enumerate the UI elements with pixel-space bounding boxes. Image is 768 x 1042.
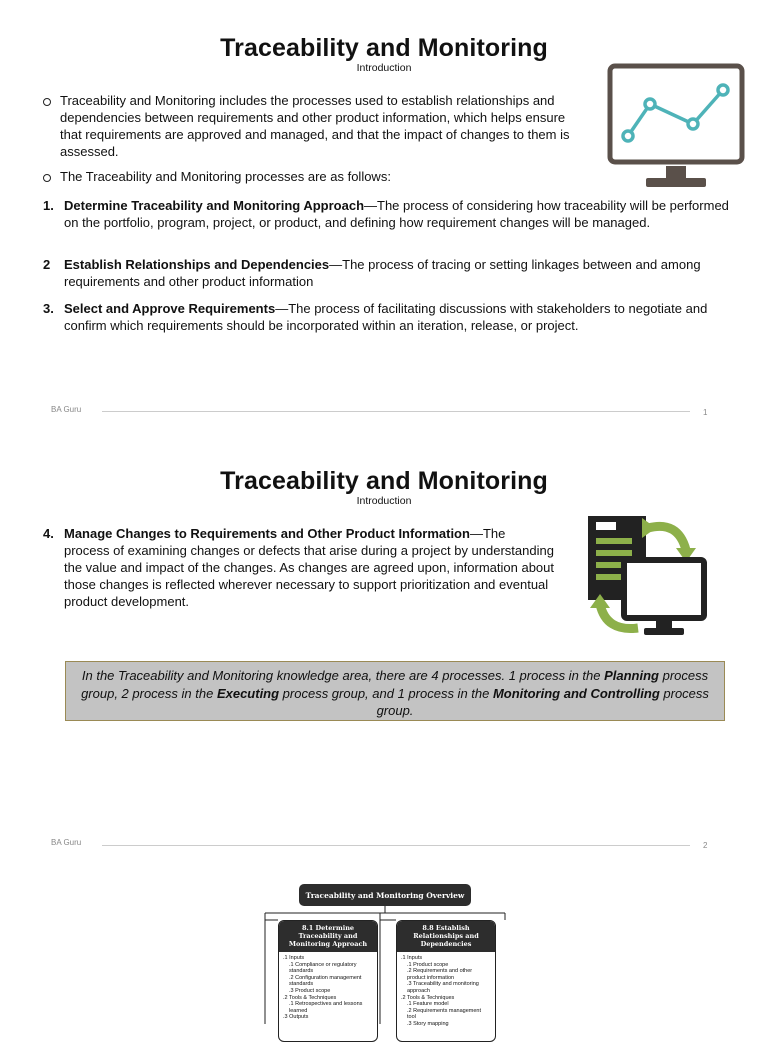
bullet-marker bbox=[43, 98, 51, 106]
process-box-line: .2 Configuration management standards bbox=[289, 974, 362, 988]
item-number: 1. bbox=[43, 198, 54, 213]
callout-text: process group, and 1 process in the bbox=[279, 685, 493, 701]
slide-1 bbox=[0, 0, 768, 430]
process-box-line: .2 Requirements and other product information bbox=[407, 968, 473, 981]
process-box-line: .3 Product scope bbox=[289, 987, 331, 994]
process-item bbox=[64, 525, 554, 610]
page-number: 2 bbox=[703, 841, 708, 850]
process-box-heading: 8.8 Establish Relationships and Dependencies bbox=[397, 921, 495, 952]
item-number: 3. bbox=[43, 301, 54, 316]
page-number: 1 bbox=[703, 408, 708, 417]
process-item bbox=[64, 300, 734, 334]
bullet-text: Traceability and Monitoring includes the processes used to establish relationships and dependencies between requirements and other product information, which helps ensure that requirements are approved and managed, and that the impact of changes to them is assessed. bbox=[60, 93, 570, 159]
footer-divider bbox=[102, 411, 690, 412]
process-box-heading: 8.1 Determine Traceability and Monitoring Approach bbox=[279, 921, 377, 952]
process-box-line: .1 Feature model bbox=[407, 1001, 449, 1008]
process-box-line: .1 Product scope bbox=[407, 961, 449, 968]
bullet-marker bbox=[43, 174, 51, 182]
process-description: —The process of examining changes or defects that arise during a project by understanding the value and impact of the changes. As changes are agreed upon, information about those changes is reflected wherever necessary to support prioritization and eventual product development. bbox=[64, 526, 555, 609]
process-name: Determine Traceability and Monitoring Approach bbox=[64, 198, 365, 213]
slide-title: Traceability and Monitoring bbox=[220, 467, 548, 495]
diagram-title: Traceability and Monitoring Overview bbox=[299, 884, 471, 906]
process-name: Establish Relationships and Dependencies bbox=[64, 257, 330, 272]
process-name: Select and Approve Requirements bbox=[64, 301, 276, 316]
process-box-line: .3 Story mapping bbox=[407, 1020, 449, 1027]
process-item bbox=[64, 256, 734, 290]
process-box-line: .1 Compliance or regulatory standards bbox=[289, 961, 357, 975]
process-box-content bbox=[397, 952, 495, 1031]
sync-server-monitor-icon bbox=[586, 512, 710, 642]
slide-2 bbox=[0, 430, 768, 860]
process-box-line: .1 Inputs bbox=[283, 955, 305, 961]
callout-text: process group. bbox=[376, 685, 709, 718]
process-description: —The process of considering how traceability will be performed on the portfolio, program, project, or product, and defining how requirement changes will be managed. bbox=[64, 198, 729, 230]
summary-callout bbox=[65, 661, 725, 721]
footer-brand: BA Guru bbox=[51, 838, 82, 847]
process-box-line: .2 Requirements management tool bbox=[407, 1007, 481, 1021]
bullet-text: The Traceability and Monitoring processes are as follows: bbox=[60, 169, 391, 184]
slide-subtitle: Introduction bbox=[356, 495, 412, 507]
callout-text: In the Traceability and Monitoring knowledge area, there are 4 processes. 1 process in the bbox=[81, 668, 605, 683]
process-box-line: .3 Outputs bbox=[283, 1014, 309, 1021]
item-number: 4. bbox=[43, 526, 54, 541]
callout-text: process group, 2 process in the bbox=[81, 668, 709, 701]
callout-emphasis: Planning bbox=[604, 668, 659, 683]
process-box-line: .1 Inputs bbox=[401, 955, 423, 961]
process-description: —The process of tracing or setting linkages between and among requirements and other product information bbox=[64, 257, 701, 289]
slide-title: Traceability and Monitoring bbox=[220, 34, 548, 62]
process-box-line: .3 Traceability and monitoring approach bbox=[407, 981, 479, 994]
footer-divider bbox=[102, 845, 690, 846]
process-box-content bbox=[279, 952, 377, 1024]
process-box-line: .2 Tools & Techniques bbox=[401, 994, 455, 1001]
callout-emphasis: Executing bbox=[216, 685, 280, 701]
callout-emphasis: Monitoring and Controlling bbox=[492, 685, 660, 701]
monitor-line-chart-icon bbox=[606, 62, 746, 192]
process-box-line: .2 Tools & Techniques bbox=[283, 994, 337, 1001]
process-name: Manage Changes to Requirements and Other Product Information bbox=[64, 526, 470, 541]
process-box-line: .1 Retrospectives and lessons learned bbox=[289, 1001, 363, 1014]
item-number: 2 bbox=[43, 257, 51, 272]
footer-brand: BA Guru bbox=[51, 405, 82, 414]
process-item bbox=[64, 197, 734, 231]
slide-3 bbox=[0, 860, 768, 1027]
process-description: —The process of facilitating discussions with stakeholders to negotiate and confirm which requirements should be incorporated within an iteration, release, or project. bbox=[64, 301, 708, 333]
slide-subtitle: Introduction bbox=[356, 62, 412, 74]
